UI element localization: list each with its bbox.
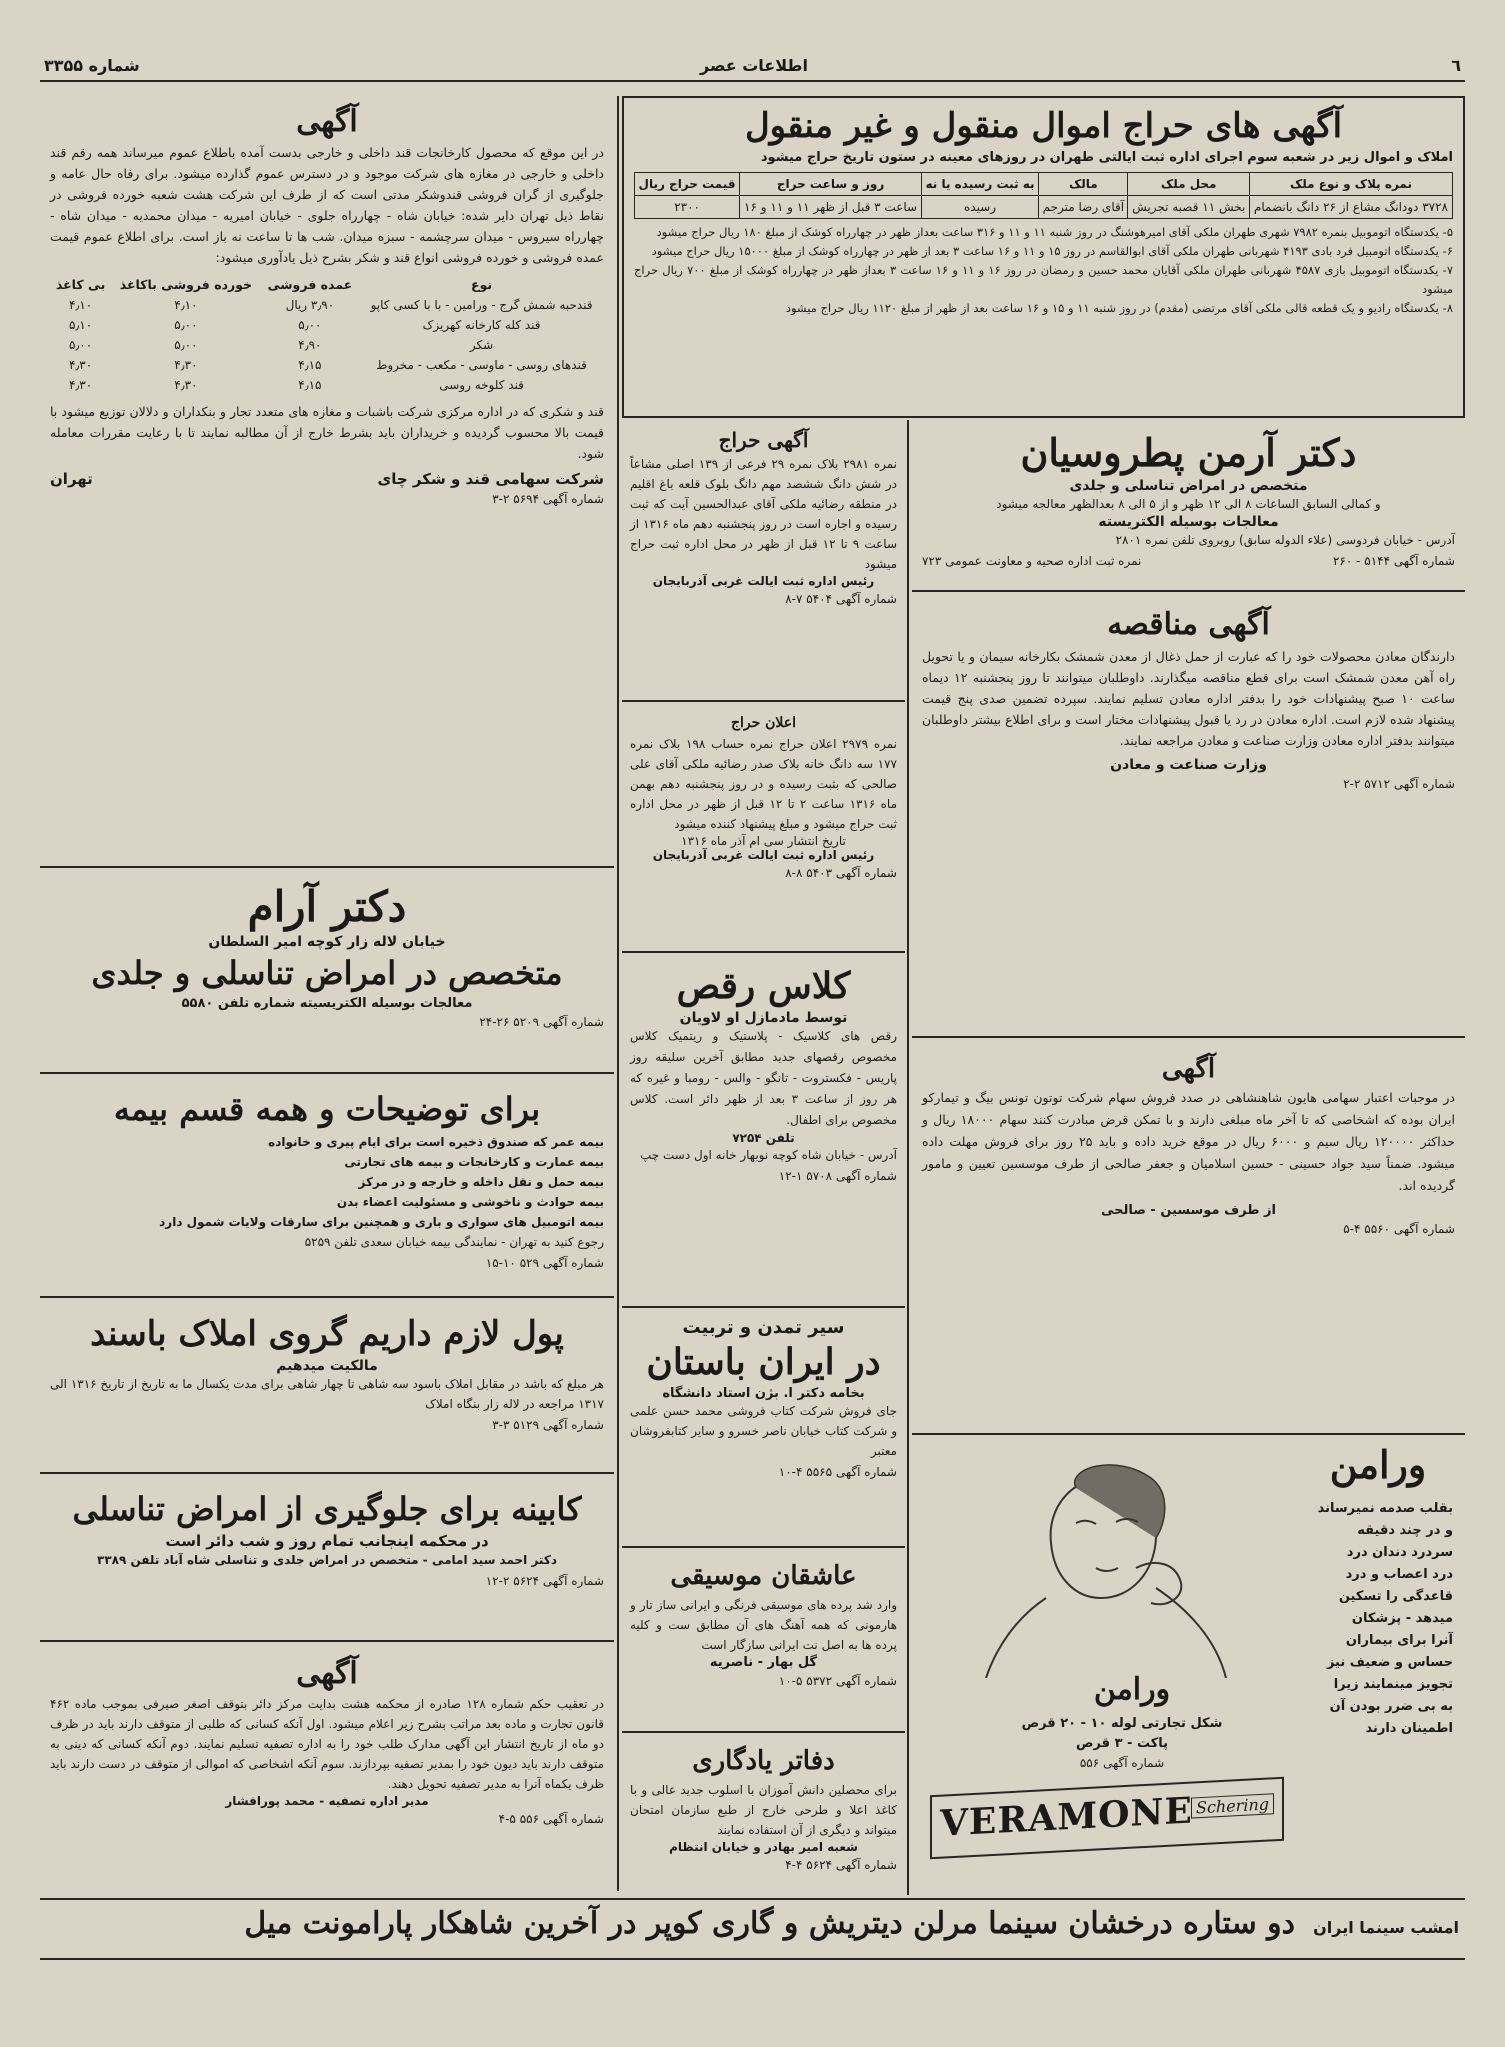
doctor-armen-hours: و کمالی السابق الساعات ۸ الی ۱۲ ظهر و از ۵ الی ۸ بعدالظهر معالجه میشود [996,497,1381,511]
share-notice-title: آگهی [1161,1054,1216,1084]
auction-note: ۷- یکدستگاه اتوموبیل بازی ۴۵۸۷ شهربانی طهران ملکی آقایان محمد حسین و رمضان در روز ۱۶ و ۱۱ و ۱۶ ساعت ۳ بعداز ظهر در چهارراه کوشک از مبلغ ۷۰۰ ریال حراج میشود [634,263,1453,296]
dance-title: کلاس رقص [676,965,851,1007]
auction-notice [622,96,1465,418]
header-cell: بی کاغذ [55,277,106,292]
veramon-form: شکل تجارتی لوله ۱۰ - ۲۰ قرص [1021,1716,1223,1731]
sugar-notice-text: در این موقع که محصول کارخانجات قند داخلی و خارجی بدست آمده باطلاع عموم میرساند همه رقم قند داخلی و خارجی در مغازه های شرکت موجود و در دسترس عموم گذارده میشود. برای رفاه حال عامه و جلوگیری از گران فروشی قندوشکر مدتی است که از طرف این شرکت هشت شعبه خورده فروشی در نقاط ذیل تهران دایر شده: خیابان شاه - چهارراه جلوی - خیابان امیریه - میدان محمدیه - میدان شاه - چهارراه سیروس - میدان سرچشمه - سبزه میدان. شب ها تا ساعت نه باز است. برای اطلاع عموم قیمت عمده فروشی و خورده فروشی انواع قند و شکر بشرح ذیل یادآوری میشود: [50,145,604,265]
music-title: عاشقان موسیقی [670,1561,857,1591]
veramon-list [1303,1498,1453,1740]
ref-line [50,1256,604,1270]
table-cell: قند کلوخه روسی [439,378,524,392]
ref-left: نمره ثبت اداره صحیه و معاونت عمومی ۷۲۳ [922,554,1142,568]
ref-number: شماره آگهی ۵۵۶۵ ۴-۱۰ [778,1465,897,1479]
haraj-2-signatory: رئیس اداره ثبت ایالت غربی آذربایجان [652,848,875,862]
haraj-2-date: تاریخ انتشار سی ام آذر ماه ۱۳۱۶ [681,834,846,848]
bankruptcy-title: آگهی [296,1656,358,1691]
tender-text: دارندگان معادن محصولات خود را که عبارت از حمل ذغال از معدن شمشک بکارخانه سیمان و یا تحویل راه آهن معدن شمشک است برای قطع مناقصه میگذارند. داوطلبان میتوانند تا روز پنجشنبه ۱۲ دیماه ساعت ۱۰ صبح پیشنهادات خود را بدفتر اداره معادن تسلیم نمایند. سپرده تضمین صدی پنج قیمت پیشنهاد شده لازم است. اداره معادن در رد یا قبول پیشنهادات مختار است و برای اطلاع بیشتر داوطلبان میتوانند بدفتر اداره معادن وزارت صناعت و معادن مراجعه نمایند. [922,649,1456,748]
dance-phone: تلفن ۷۲۵۴ [732,1131,795,1145]
doctor-aram-ad [40,874,614,1074]
veramon-title: ورامن [1329,1442,1427,1487]
table-row [50,355,604,375]
auction-table-header [635,173,1453,196]
table-cell: آقای رضا مترجم [1039,196,1128,219]
ref-line [630,866,897,880]
list-item: حساس و ضعیف نیز [1326,1655,1453,1670]
ref-line [922,1222,1455,1236]
sugar-signature [50,470,604,488]
ref-number: شماره آگهی ۵۴۰۴ ۷-۸ [785,592,897,606]
header-cell: نوع [471,277,493,292]
dance-class-ad [622,958,905,1308]
doctor-armen-specialty: متخصص در امراض تناسلی و جلدی [1069,478,1308,494]
cinema-text: دو ستاره درخشان سینما مرلن دیتریش و گاری کوپر در آخرین شاهکار پارامونت میل [244,1906,1295,1941]
doctor-armen-address: آدرس - خیابان فردوسی (علاء الدوله سابق) روبروی تلفن نمره ۲۸۰۱ [1115,533,1455,547]
book-text: جای فروش شرکت کتاب فروشی محمد حسن علمی و شرکت کتاب خیابان ناصر خسرو و سایر کتابفروشان معتبر [630,1404,897,1458]
ref-line [630,1674,897,1688]
haraj-notice-2 [622,708,905,953]
book-kicker: سیر تمدن و تربیت [682,1317,845,1338]
list-item: درد اعصاب و درد [1345,1567,1453,1582]
list-item: بیمه حمل و نقل داخله و خارجه و در مرکز [358,1175,604,1189]
music-text: وارد شد پرده های موسیقی فرنگی و ایرانی ساز تار و هارمونی که همه آهنگ های آن مطابق ست و کلیه پرده ها به اصل نت ایرانی سازگار است [630,1598,897,1652]
veramon-subtitle: ورامن [1093,1672,1171,1707]
price-table [50,274,604,395]
ref-number: شماره آگهی ۵۷۱۲ ۲-۲ [1343,777,1455,791]
ref-number: شماره آگهی ۵۷۰۸ ۱-۱۲ [778,1169,897,1183]
doctor-armen-ad [912,422,1465,592]
clinic-ad [40,1480,614,1642]
header-cell: روز و ساعت حراج [740,173,922,196]
table-cell: ۴٫۱۵ [298,378,322,392]
table-cell: ۳۷۲۸ دودانگ مشاع از ۲۶ دانگ بانضمام [1249,196,1452,219]
ref-line [50,1574,604,1588]
share-notice [912,1045,1465,1435]
list-item: بقلب صدمه نمیرساند [1317,1501,1453,1516]
auction-note: ۶- یکدستگاه اتومبیل فرد بادی ۴۱۹۳ شهربانی طهران ملکی آقای ابوالقاسم در روز ۱۵ و ۱۱ و ۱۶ ساعت ۳ بعد از ظهر در چهارراه کوشک از مبلغ ۱۵۰۰۰ ریال حراج میشود [651,244,1453,258]
ref-right: شماره آگهی ۵۱۴۴ - ۲۶۰ [1332,554,1455,568]
sugar-notice-title: آگهی [296,104,358,139]
auction-title: آگهی های حراج اموال منقول و غیر منقول [744,106,1343,146]
list-item: سردرد دندان درد [1346,1545,1453,1560]
price-table-header [50,274,604,295]
loan-ad [40,1304,614,1474]
auction-note: ۸- یکدستگاه رادیو و یک قطعه قالی ملکی آقای مرتضی (مقدم) در روز شنبه ۱۱ و ۱۵ و ۱۶ ساعت بعد از ظهر از مبلغ ۱۱۲۰ ریال حراج میشود [785,301,1453,315]
ref-number: شماره آگهی ۵۱۲۹ ۳-۳ [492,1418,604,1432]
loan-text: هر مبلغ که باشد در مقابل املاک باسود سه شاهی تا چهار شاهی برای مدت یکسال ما به تاریخ از تاریخ ۱۳۱۶ الی ۱۳۱۷ مراجعه در لاله زار بنگاه املاک [50,1377,604,1411]
ref-line [922,554,1455,568]
insurance-contact: رجوع کنید به تهران - نمایندگی بیمه خیابان سعدی تلفن ۵۲۵۹ [304,1235,604,1249]
table-cell: ۴٫۳۰ [68,358,93,372]
table-cell: ۵٫۰۰ [68,338,93,352]
notebook-title: دفاتر یادگاری [692,1746,835,1776]
list-item: میدهد - پزشکان [1351,1611,1453,1626]
ref-line [630,592,897,606]
header-cell: به ثبت رسیده یا نه [921,173,1038,196]
doctor-aram-specialty: متخصص در امراض تناسلی و جلدی [91,954,563,992]
list-item: بیمه اتومبیل های سواری و باری و همچنین برای سارقات ولایات شمول دارد [159,1215,604,1229]
cinema-banner [40,1898,1465,1960]
clinic-title: کابینه برای جلوگیری از امراض تناسلی [72,1490,582,1528]
table-row [635,196,1453,219]
sugar-city: تهران [50,470,93,488]
table-cell: ساعت ۳ قبل از ظهر ۱۱ و ۱۱ و ۱۶ [740,196,922,219]
haraj-2-text: نمره ۲۹۷۹ اعلان حراج نمره حساب ۱۹۸ بلاک نمره ۱۷۷ سه دانگ خانه بلاک صدر رضائیه ملکی آقای علی صالحی که بثبت رسیده و در روز پنجشنبه دهم بهمن ماه ۱۳۱۶ ساعت ۲ تا ۱۲ قبل از ظهر در محل اداره ثبت حراج میشود و مبلغ پیشنهاد کننده میشود [630,737,898,831]
table-row [50,295,604,315]
table-cell: ۴٫۳۰ [174,378,198,392]
column-rule [617,96,619,1891]
column-rule [907,420,909,1895]
haraj-1-title: آگهی حراج [718,428,809,452]
table-cell: قندهای روسی - ماوسی - مکعب - مخروط [376,358,587,372]
list-item: آنرا برای بیماران [1345,1633,1453,1648]
doctor-armen-treatment: معالجات بوسیله الکتریسته [1098,514,1279,530]
table-cell: شکر [469,338,494,352]
insurance-title: برای توضیحات و همه قسم بیمه [113,1090,541,1128]
veramon-brand: VERAMONE [940,1789,1193,1845]
ref-line [50,1812,604,1826]
loan-subtitle: مالکیت میدهیم [276,1358,378,1374]
list-item: تجویز مینمایند زیرا [1333,1677,1453,1692]
veramon-package [930,1777,1284,1860]
doctor-aram-treatment: معالجات بوسیله الکتریسیته شماره تلفن ۵۵۸۰ [181,996,473,1011]
ref-number: شماره آگهی ۵۶۹۴ ۲-۳ [492,492,604,506]
table-row [50,335,604,355]
paper-name: اطلاعات عصر [700,56,808,75]
schering-brand: Schering [1191,1793,1274,1818]
haraj-notice-1 [622,422,905,702]
header-cell: خورده فروشی باکاغذ [119,277,253,292]
sugar-notice [40,96,614,868]
haraj-1-signatory: رئیس اداره ثبت ایالت غربی آذربایجان [652,574,875,588]
table-cell: ۴٫۳۰ [174,358,198,372]
ref-number: شماره آگهی ۵۴۰۳ ۸-۸ [785,866,897,880]
table-cell: ۲۳۰۰ [635,196,740,219]
haraj-1-text: نمره ۲۹۸۱ بلاک نمره ۲۹ فرعی از ۱۳۹ اصلی مشاعاً در شش دانگ ششصد مهم دانگ بلوک قلعه باغ اقلیم در منطقه رضائیه ملکی آقای عبدالحسین آیت که ثبت رسیده و اجاره است در روز پنجشنبه دهم ماه ۱۳۱۶ از ساعت ۹ تا ۱۲ قبل از ظهر در محل اداره ثبت حراج میشود [630,457,898,571]
music-shop: گل بهار - ناصریه [709,1655,818,1670]
auction-note: ۵- یکدستگاه اتوموبیل بنمره ۷۹۸۲ شهری طهران ملکی آقای امیرهوشنگ در روز شنبه ۱۱ و ۱۱ و ۳۱۶ ساعت بعداز ظهر در چهارراه کوشک از مبلغ ۱۸۰ ریال حراج میشود [656,225,1453,239]
list-item: اطمینان دارند [1365,1721,1453,1736]
ref-line [630,1465,897,1479]
issue-number: شماره ۳۳۵۵ [44,56,140,75]
header-cell: محل ملک [1128,173,1249,196]
tender-notice [912,598,1465,1038]
share-notice-signatory: از طرف موسسین - صالحی [1101,1203,1276,1218]
haraj-2-title: اعلان حراج [730,715,797,731]
table-cell: ۵٫۰۰ [174,338,198,352]
sugar-company: شرکت سهامی قند و شکر چای [377,470,604,488]
doctor-armen-title: دکتر آرمن پطروسیان [1020,430,1357,475]
table-cell: ۴٫۹۰ [298,338,322,352]
table-cell: ۴٫۱۰ [68,298,93,312]
ref-line [50,1015,604,1029]
sugar-notice-text-2: قند و شکری که در اداره مرکزی شرکت باشبات و مغازه های متعدد تجار و بنکداران و دلالان توزیع میشود با قیمت بالا محسوب گردیده و خریداران باید بشرط خارج از آن مطالبه نمایند تا با رعایت مقررات معامله شود. [50,404,604,461]
veramon-ref: شماره آگهی ۵۵۶ [1079,1756,1165,1770]
cinema-name: امشب سینما ایران [1313,1918,1459,1937]
table-cell: ۵٫۰۰ [174,318,198,332]
ref-line [630,1169,897,1183]
table-row [50,375,604,395]
notebook-text: برای محصلین دانش آموزان با اسلوب جدید عالی و با کاغذ اعلا و طرحی خارج از طبع سازمان امتحان میتواند و دیگری از آن استفاده نمایند [630,1783,897,1837]
auction-table [634,172,1453,219]
page-number: ٦ [1451,56,1461,75]
ref-number: شماره آگهی ۵۶۲۴ ۲-۱۲ [485,1574,604,1588]
list-item: بیمه عمارت و کارخانجات و بیمه های تجارتی [344,1155,604,1169]
header-cell: مالک [1039,173,1128,196]
ref-line [922,777,1455,791]
bankruptcy-text: در تعقیب حکم شماره ۱۲۸ صادره از محکمه هشت بدایت مرکز دائر بتوقف اصغر صیرفی بموجب ماده ۴۶۲ قانون تجارت و ماده بعد مراتب بشرح زیر اعلام میشود. اول آنکه کسانی که طلبی از متوقف دارند باید در ظرف دو ماه از تاریخ انتشار این آگهی مدارک طلب خود را به اداره تصفیه تسلیم نمایند. دوم آنکه کسانی که دینی به متوقف دارند باید دیون خود را بمدیر تصفیه بپردازند. سوم آنکه اشخاصی که اموالی از متوقف در دست دارند باید ظرف یکماه آنرا به مدیر تصفیه تحویل دهند. [50,1697,604,1791]
list-item: به بی ضرر بودن آن [1329,1699,1453,1714]
list-item: بیمه عمر که صندوق ذخیره است برای ایام پیری و خانواده [268,1135,604,1149]
table-cell: ۴٫۳۰ [68,378,93,392]
music-ad [622,1553,905,1733]
ref-line [630,1858,897,1872]
bankruptcy-signatory: مدیر اداره تصفیه - محمد پورافشار [225,1794,429,1808]
insurance-ad [40,1080,614,1298]
list-item: قاعدگی را تسکین [1338,1589,1453,1604]
ref-number: شماره آگهی ۵۵۶۰ ۴-۵ [1343,1222,1455,1236]
auction-intro: املاک و اموال زیر در شعبه سوم اجرای اداره ثبت ایالتی طهران در روزهای معینه در ستون تاریخ حراج میشود [760,150,1453,165]
book-title: در ایران باستان [646,1341,881,1383]
clinic-doctor: دکتر احمد سید امامی - متخصص در امراض جلدی و تناسلی شاه آباد تلفن ۳۳۸۹ [97,1553,557,1567]
table-cell: ۵٫۰۰ [298,318,322,332]
table-row [50,315,604,335]
book-author: بخامه دکتر ا. بژن استاد دانشگاه [662,1386,865,1401]
share-notice-text: در موجبات اعتبار سهامی هایون شاهنشاهی در صدد فروش سهام شرکت توتون تونس بیگ و تیمارکو ایران بوده که اشخاصی که تا آخر ماه مبلغی دارند و با تمکن قرض مبادرت کنند سهام ۱۸۰۰۰ ریال و حداکثر ۱۲۰۰۰۰ ریال سیم و ۶۰۰۰ ریال در موقع خرید داده و باید ۲۵ روز برای فروش مهلت داده میشود. ضمناً سید جواد حسینی - حسین اسلامیان و جعفر صالحی از طرف موسسین تعیین و مامور گردیده اند. [922,1090,1455,1193]
table-cell: بخش ۱۱ قصبه تجریش [1128,196,1249,219]
clinic-subtitle: در محکمه اینجانب تمام روز و شب دائر است [165,1532,489,1550]
notebook-address: شعبه امیر بهادر و خیابان انتظام [669,1840,858,1854]
woman-illustration [926,1448,1286,1678]
doctor-aram-title: دکتر آرام [247,882,407,931]
loan-title: پول لازم داریم گروی املاک باسند [90,1314,564,1354]
veramon-form2: پاکت - ۳ قرص [1075,1736,1169,1751]
ref-line [50,492,604,506]
table-cell: قندحبه شمش گرج - ورامین - با با کسی کاپو [370,298,593,312]
ref-number: شماره آگهی ۵۶۲۴ ۴-۴ [785,1858,897,1872]
table-cell: ۳٫۹۰ ریال [285,298,335,312]
notebook-ad [622,1738,905,1893]
tender-title: آگهی مناقصه [1107,607,1270,642]
masthead [40,50,1465,82]
list-item: بیمه حوادث و ناخوشی و مسئولیت اعضاء بدن [336,1195,604,1209]
table-cell: ۴٫۱۵ [298,358,322,372]
ref-number: شماره آگهی ۵۳۷۲ ۵-۱۰ [778,1674,897,1688]
header-cell: عمده فروشی [267,277,353,292]
dance-text: رقص های کلاسیک - پلاستیک و ریتمیک کلاس مخصوص رقصهای جدید مطابق آخرین سلیقه روز پاریس - فکستروت - تانگو - والس - رومبا و غیره که هر روز از ساعت ۳ بعد از ظهر دائر است. کلاس مخصوص برای اطفال. [630,1029,898,1127]
ref-line [50,1418,604,1432]
list-item: و در چند دقیقه [1357,1523,1453,1538]
dance-teacher: توسط مادمازل او لاویان [679,1010,848,1026]
veramon-ad [912,1440,1465,1890]
book-ad [622,1313,905,1548]
dance-address: آدرس - خیابان شاه کوچه نوبهار خانه اول دست چپ [640,1148,897,1162]
table-cell: قند کله کارخانه کهریزک [422,318,541,332]
table-cell: رسیده [921,196,1038,219]
ref-number: شماره آگهی ۵۵۶ ۵-۴ [498,1812,604,1826]
tender-signatory: وزارت صناعت و معادن [1110,757,1267,773]
table-cell: ۴٫۱۰ [174,298,198,312]
bankruptcy-notice [40,1648,614,1893]
ref-number: شماره آگهی ۵۲۰۹ ۲۶-۲۴ [479,1015,604,1029]
doctor-aram-address: خیابان لاله زار کوچه امیر السلطان [208,934,446,950]
table-cell: ۵٫۱۰ [68,318,93,332]
ref-number: شماره آگهی ۵۲۹ ۱۰-۱۵ [485,1256,604,1270]
header-cell: قیمت حراج ریال [635,173,740,196]
header-cell: نمره پلاک و نوع ملک [1249,173,1452,196]
